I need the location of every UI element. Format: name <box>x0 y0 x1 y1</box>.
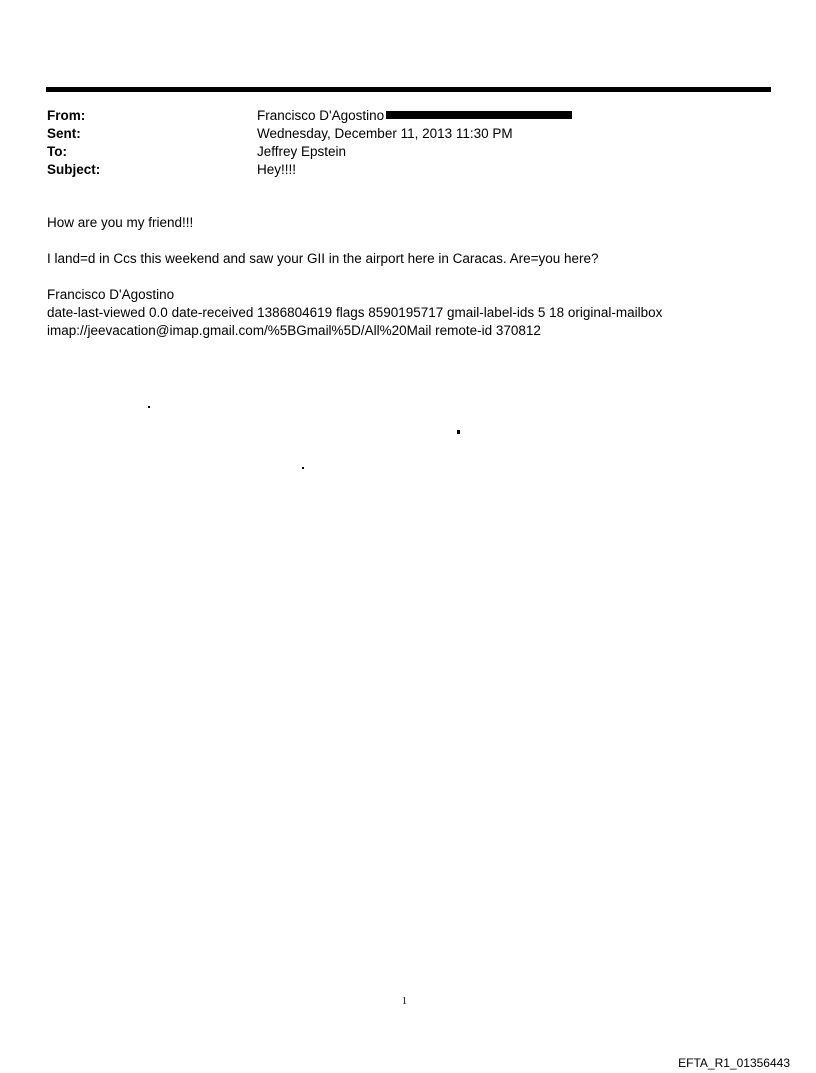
to-label: To: <box>47 144 67 159</box>
metadata-line-1: date-last-viewed 0.0 date-received 1386804619 flags 8590195717 gmail-label-ids 5 18 original-mailbox <box>47 305 663 320</box>
from-value <box>257 107 572 125</box>
document-id: EFTA_R1_01356443 <box>678 1056 790 1070</box>
scan-speck <box>457 430 460 434</box>
sent-row <box>47 125 767 143</box>
page-number: 1 <box>402 996 407 1007</box>
to-row <box>47 143 767 161</box>
header-rule <box>46 87 771 92</box>
scan-speck <box>148 406 150 408</box>
to-value: Jeffrey Epstein <box>257 144 347 159</box>
email-header <box>47 107 767 179</box>
sent-label: Sent: <box>47 126 81 141</box>
metadata-line-2: imap://jeevacation@imap.gmail.com/%5BGmail%5D/All%20Mail remote-id 370812 <box>47 323 541 338</box>
message-text: I land=d in Ccs this weekend and saw your GII in the airport here in Caracas. Are=you here? <box>47 251 599 266</box>
from-label: From: <box>47 108 86 123</box>
redaction-bar <box>386 111 572 119</box>
signature-text: Francisco D'Agostino <box>47 287 175 302</box>
sent-value: Wednesday, December 11, 2013 11:30 PM <box>257 126 513 141</box>
subject-value: Hey!!!! <box>257 162 297 177</box>
from-name: Francisco D'Agostino <box>257 108 385 123</box>
email-body <box>47 214 767 340</box>
from-row <box>47 107 767 125</box>
greeting-text: How are you my friend!!! <box>47 215 194 230</box>
scan-speck <box>302 467 304 469</box>
subject-label: Subject: <box>47 162 101 177</box>
subject-row <box>47 161 767 179</box>
